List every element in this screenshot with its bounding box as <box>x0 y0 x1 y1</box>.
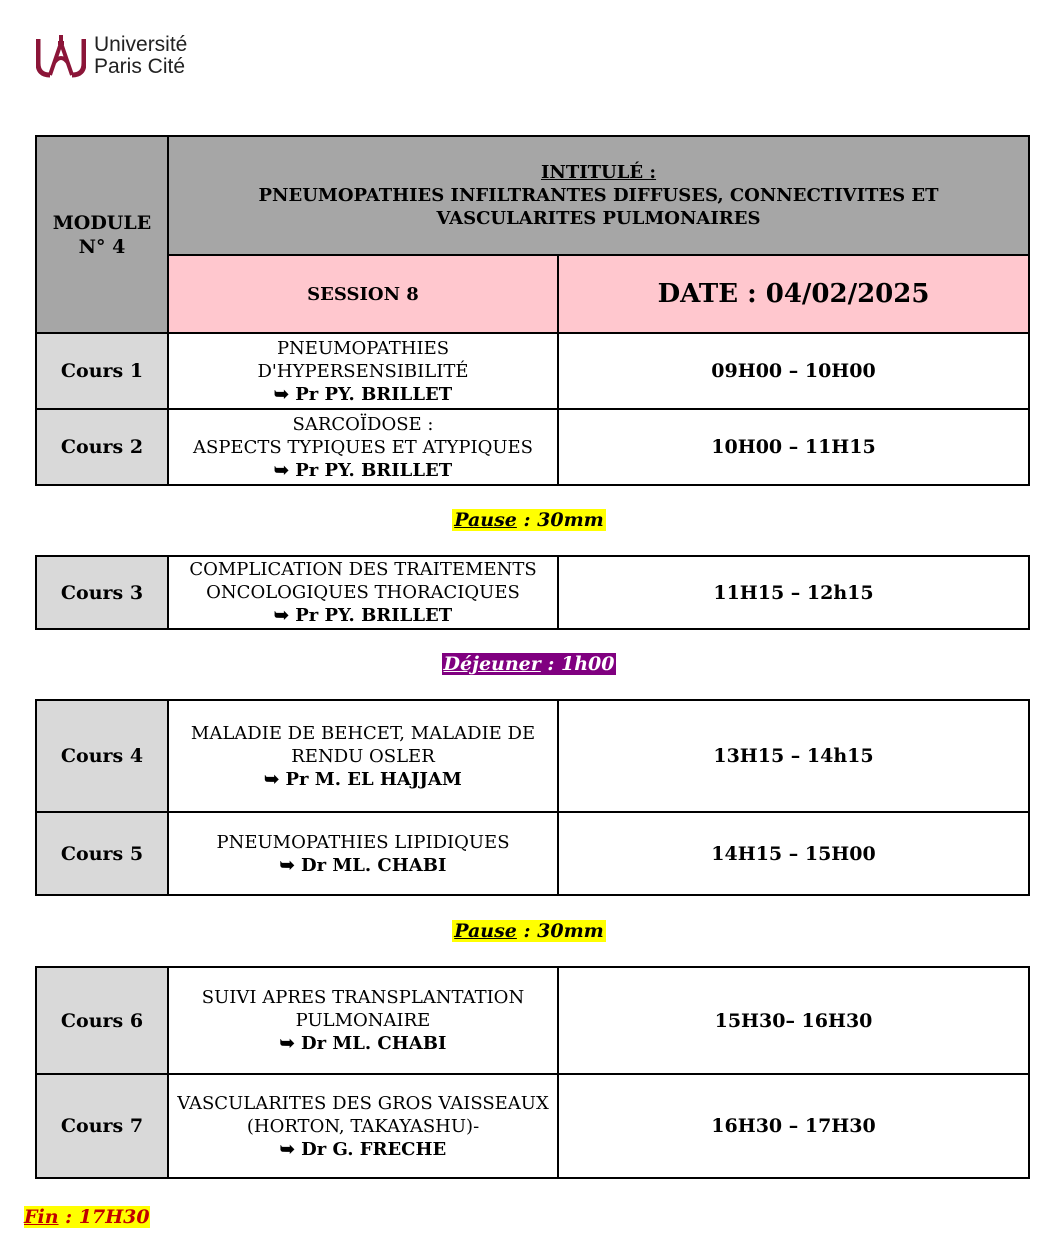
course-label: Cours 5 <box>36 812 168 895</box>
date-cell: DATE : 04/02/2025 <box>558 255 1029 333</box>
course-title <box>168 700 558 812</box>
table-row <box>36 967 1029 1074</box>
course-title <box>168 333 558 409</box>
course-time: 16H30 – 17H30 <box>558 1074 1029 1178</box>
course-title-line: RENDU OSLER <box>291 745 435 767</box>
course-label: Cours 4 <box>36 700 168 812</box>
course-time: 15H30– 16H30 <box>558 967 1029 1074</box>
course-label: Cours 3 <box>36 556 168 629</box>
table-row <box>36 812 1029 895</box>
course-title-line: ONCOLOGIQUES THORACIQUES <box>206 582 520 603</box>
course-title-line: SUIVI APRES TRANSPLANTATION <box>201 987 525 1008</box>
course-speaker: ➥ Dr G. FRECHE <box>279 1138 447 1160</box>
course-title <box>168 556 558 629</box>
break-duration: : 30mm <box>516 509 604 531</box>
module-line-2: N° 4 <box>78 235 126 258</box>
course-title <box>168 967 558 1074</box>
course-title-line: VASCULARITES DES GROS VAISSEAUX <box>177 1092 549 1114</box>
course-label: Cours 6 <box>36 967 168 1074</box>
course-speaker: ➥ Dr ML. CHABI <box>279 854 447 876</box>
course-label: Cours 1 <box>36 333 168 409</box>
course-label: Cours 2 <box>36 409 168 485</box>
schedule-table-3 <box>35 699 1030 896</box>
break-duration: : 1h00 <box>540 653 615 675</box>
course-title-line: (HORTON, TAKAYASHU)- <box>246 1115 480 1137</box>
end-time <box>24 1206 150 1228</box>
course-title-line: D'HYPERSENSIBILITÉ <box>257 360 469 382</box>
course-speaker: ➥ Pr PY. BRILLET <box>273 459 453 481</box>
logo-line-2: Paris Cité <box>94 55 186 78</box>
course-time: 10H00 – 11H15 <box>558 409 1029 485</box>
break-word: Pause <box>454 509 517 531</box>
course-title <box>168 1074 558 1178</box>
course-title-line: PNEUMOPATHIES LIPIDIQUES <box>216 831 510 853</box>
break-pause-2 <box>0 920 1058 942</box>
break-lunch <box>0 653 1058 675</box>
course-label: Cours 7 <box>36 1074 168 1178</box>
schedule-table-1 <box>35 135 1030 486</box>
schedule-table-4 <box>35 966 1030 1179</box>
intitule-cell <box>168 136 1029 255</box>
course-speaker: ➥ Dr ML. CHABI <box>279 1033 447 1054</box>
course-time: 09H00 – 10H00 <box>558 333 1029 409</box>
end-value: : 17H30 <box>58 1206 150 1228</box>
course-title <box>168 409 558 485</box>
course-time: 11H15 – 12h15 <box>558 556 1029 629</box>
break-pause-1 <box>0 509 1058 531</box>
module-line-1: MODULE <box>52 211 152 234</box>
table-row <box>36 409 1029 485</box>
course-title-line: ASPECTS TYPIQUES ET ATYPIQUES <box>192 436 534 458</box>
intitule-line-2: VASCULARITES PULMONAIRES <box>436 208 761 229</box>
intitule-line-1: PNEUMOPATHIES INFILTRANTES DIFFUSES, CONNECTIVITES ET <box>258 185 939 206</box>
course-title-line: PULMONAIRE <box>295 1010 431 1031</box>
course-time: 13H15 – 14h15 <box>558 700 1029 812</box>
eiffel-tower-logo-icon <box>36 33 86 79</box>
table-row <box>36 700 1029 812</box>
course-speaker: ➥ Pr PY. BRILLET <box>273 605 453 626</box>
course-title <box>168 812 558 895</box>
break-word: Déjeuner <box>443 653 541 675</box>
course-title-line: COMPLICATION DES TRAITEMENTS <box>189 559 537 580</box>
end-word: Fin <box>24 1206 59 1228</box>
university-logo <box>36 33 187 79</box>
schedule-table-2 <box>35 555 1030 630</box>
course-title-line: PNEUMOPATHIES <box>276 337 450 359</box>
course-title-line: SARCOÏDOSE : <box>292 413 434 435</box>
course-speaker: ➥ Pr PY. BRILLET <box>273 383 453 405</box>
course-speaker: ➥ Pr M. EL HAJJAM <box>264 768 462 790</box>
break-duration: : 30mm <box>516 920 604 942</box>
table-row <box>36 556 1029 629</box>
module-cell <box>36 136 168 333</box>
intitule-label: INTITULÉ : <box>540 162 657 183</box>
break-word: Pause <box>454 920 517 942</box>
course-time: 14H15 – 15H00 <box>558 812 1029 895</box>
logo-line-1: Université <box>94 33 188 56</box>
session-cell: SESSION 8 <box>168 255 558 333</box>
table-row <box>36 333 1029 409</box>
logo-text <box>94 34 187 78</box>
course-title-line: MALADIE DE BEHCET, MALADIE DE <box>190 722 536 744</box>
table-row <box>36 1074 1029 1178</box>
